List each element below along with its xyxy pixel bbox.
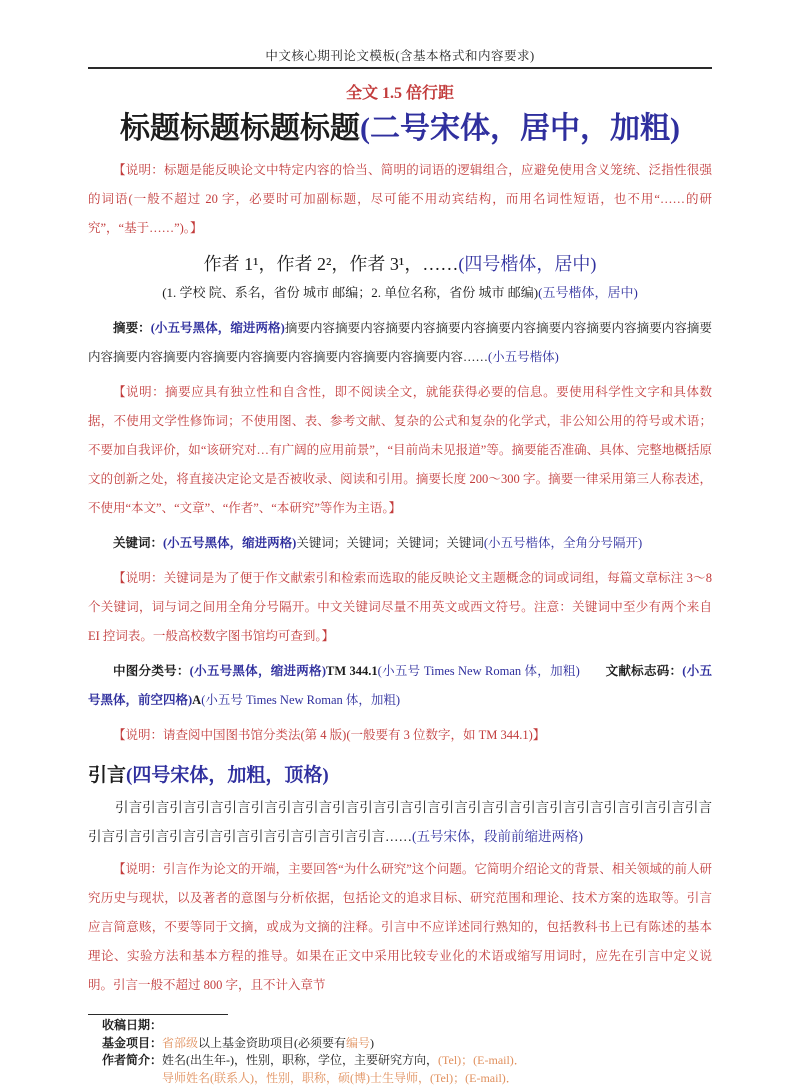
- footnote-row-supervisor: [102, 1071, 712, 1085]
- footnote-divider: [88, 1014, 228, 1015]
- text-segment: 摘要内容摘要内容摘要内容摘要内容摘要内容摘要内容摘要内容摘要内容摘要内容摘要内容摘要内容摘要内容摘要内容摘要内容摘要内容摘要内容……: [88, 321, 712, 364]
- text-segment: 收稿日期：: [102, 1018, 162, 1032]
- text-segment: (五号宋体，段前前缩进两格): [412, 829, 583, 844]
- text-segment: 标题标题标题标题: [120, 112, 360, 145]
- text-segment: 作者 1¹，作者 2²，作者 3¹，……: [204, 254, 459, 274]
- text-segment: (小五号黑体，前空四格): [88, 664, 712, 707]
- text-segment: (小五号 Times New Roman 体，加粗): [201, 693, 400, 707]
- text-segment: (Tel)；(E-mail)．: [438, 1053, 526, 1067]
- text-segment: 文献标志码：: [606, 664, 683, 678]
- text-segment: (二号宋体，居中，加粗): [360, 112, 680, 145]
- header-rule: [88, 67, 712, 69]
- footnote-row-author-bio: [102, 1053, 712, 1068]
- text-segment: 【说明：请查阅中国图书馆分类法(第 4 版)(一般要有 3 位数字，如 TM 344.1)】: [113, 728, 545, 742]
- affiliation-line: [88, 282, 712, 304]
- text-segment: 编号: [346, 1036, 370, 1050]
- text-segment: (五号楷体，居中): [538, 285, 638, 300]
- keywords-note: [88, 564, 712, 651]
- text-segment: 以上基金资助项目(必须要有: [198, 1036, 346, 1050]
- text-segment: (1. 学校 院、系名，省份 城市 邮编；2. 单位名称，省份 城市 邮编): [162, 285, 538, 300]
- text-segment: 作者简介：: [102, 1053, 162, 1067]
- text-segment: (四号宋体，加粗，顶格): [126, 765, 329, 786]
- introduction-paragraph: [88, 793, 712, 851]
- text-segment: (小五号黑体，缩进两格): [190, 664, 326, 678]
- text-segment: (小五号 Times New Roman 体，加粗): [378, 664, 580, 678]
- introduction-heading: [88, 762, 712, 789]
- text-segment: A: [192, 693, 201, 707]
- text-segment: 关键词：: [113, 536, 163, 550]
- footnote-block: [88, 1014, 712, 1085]
- text-segment: 引言引言引言引言引言引言引言引言引言引言引言引言引言引言引言引言引言引言引言引言引言引言引言引言引言引言引言引言引言引言引言引言引言……: [88, 800, 712, 844]
- authors-line: [88, 252, 712, 277]
- line-spacing-note: 全文 1.5 倍行距: [88, 80, 712, 103]
- text-segment: (小五号黑体，缩进两格): [163, 536, 296, 550]
- introduction-note: [88, 855, 712, 1000]
- title-note: [88, 156, 712, 243]
- text-segment: 中图分类号：: [113, 664, 190, 678]
- footnote-row-received-date: [102, 1018, 712, 1033]
- keywords-paragraph: [88, 529, 712, 558]
- text-segment: 导师姓名(联系人)，性别，职称，硕(博)士生导师，(Tel)；(E-mail)．: [162, 1071, 518, 1085]
- text-segment: ): [370, 1036, 374, 1050]
- clc-paragraph: [88, 657, 712, 715]
- text-segment: TM 344.1: [326, 664, 378, 678]
- text-segment: 【说明：引言作为论文的开端，主要回答“为什么研究”这个问题。它简明介绍论文的背景、相关领域的前人研究历史与现状，以及著者的意图与分析依据，包括论文的追求目标、研究范围和理论、技术方案的选取等。引言应言简意赅，不要等同于文摘，或成为文摘的注释。引言中不应详述同行熟知的，包括教科书上已有陈述的基本理论、实验方法和基本方程的推导。如果在正文中采用比较专业化的术语或缩写用词时，应先在引言中定义说明。引言一般不超过 800 字，且不计入章节: [88, 862, 712, 992]
- clc-note: [88, 721, 712, 750]
- text-segment: 【说明：关键词是为了便于作文献索引和检索而选取的能反映论文主题概念的词或词组，每篇文章标注 3～8 个关键词，词与词之间用全角分号隔开。中文关键词尽量不用英文或西文符号。注意：关键词中至少有两个来自 EI 控词表。一般高校数字图书馆均可查到。】: [88, 571, 715, 643]
- text-segment: 【说明：摘要应具有独立性和自含性，即不阅读全文，就能获得必要的信息。要使用科学性文字和具体数据，不使用文学性修饰词；不使用图、表、参考文献、复杂的公式和复杂的化学式，非公知公用的符号或术语；不要加自我评价，如“该研究对…有广阔的应用前景”，“目前尚未见报道”等。摘要能否准确、具体、完整地概括原文的创新之处，将直接决定论文是否被收录、阅读和引用。摘要长度 200～300 字。摘要一律采用第三人称表述，不使用“本文”、“文章”、“作者”、“本研究”等作为主语。】: [88, 385, 712, 515]
- text-segment: (小五号黑体，缩进两格): [151, 321, 285, 335]
- text-segment: 关键词；关键词；关键词；关键词: [296, 536, 484, 550]
- text-segment: 姓名(出生年-)，性别，职称，学位，主要研究方向，: [162, 1053, 438, 1067]
- footnote-row-fund-project: [102, 1036, 712, 1051]
- text-segment: 省部级: [162, 1036, 198, 1050]
- abstract-paragraph: [88, 314, 712, 372]
- text-segment: 基金项目：: [102, 1036, 162, 1050]
- text-segment: (四号楷体，居中): [458, 254, 596, 274]
- abstract-note: [88, 378, 712, 523]
- running-title: 中文核心期刊论文模板(含基本格式和内容要求): [88, 46, 712, 64]
- text-segment: 【说明：标题是能反映论文中特定内容的恰当、简明的词语的逻辑组合，应避免使用含义笼统、泛指性很强的词语(一般不超过 20 字，必要时可加副标题，尽可能不用动宾结构，而用名词性短语，也不用“……的研究”，“基于……”)。】: [88, 163, 712, 235]
- paper-title: [88, 108, 712, 150]
- text-segment: 摘要：: [113, 321, 151, 335]
- text-segment: 引言: [88, 765, 126, 786]
- text-segment: (小五号楷体): [488, 350, 559, 364]
- text-segment: (小五号楷体，全角分号隔开): [484, 536, 642, 550]
- text-segment: [580, 664, 606, 678]
